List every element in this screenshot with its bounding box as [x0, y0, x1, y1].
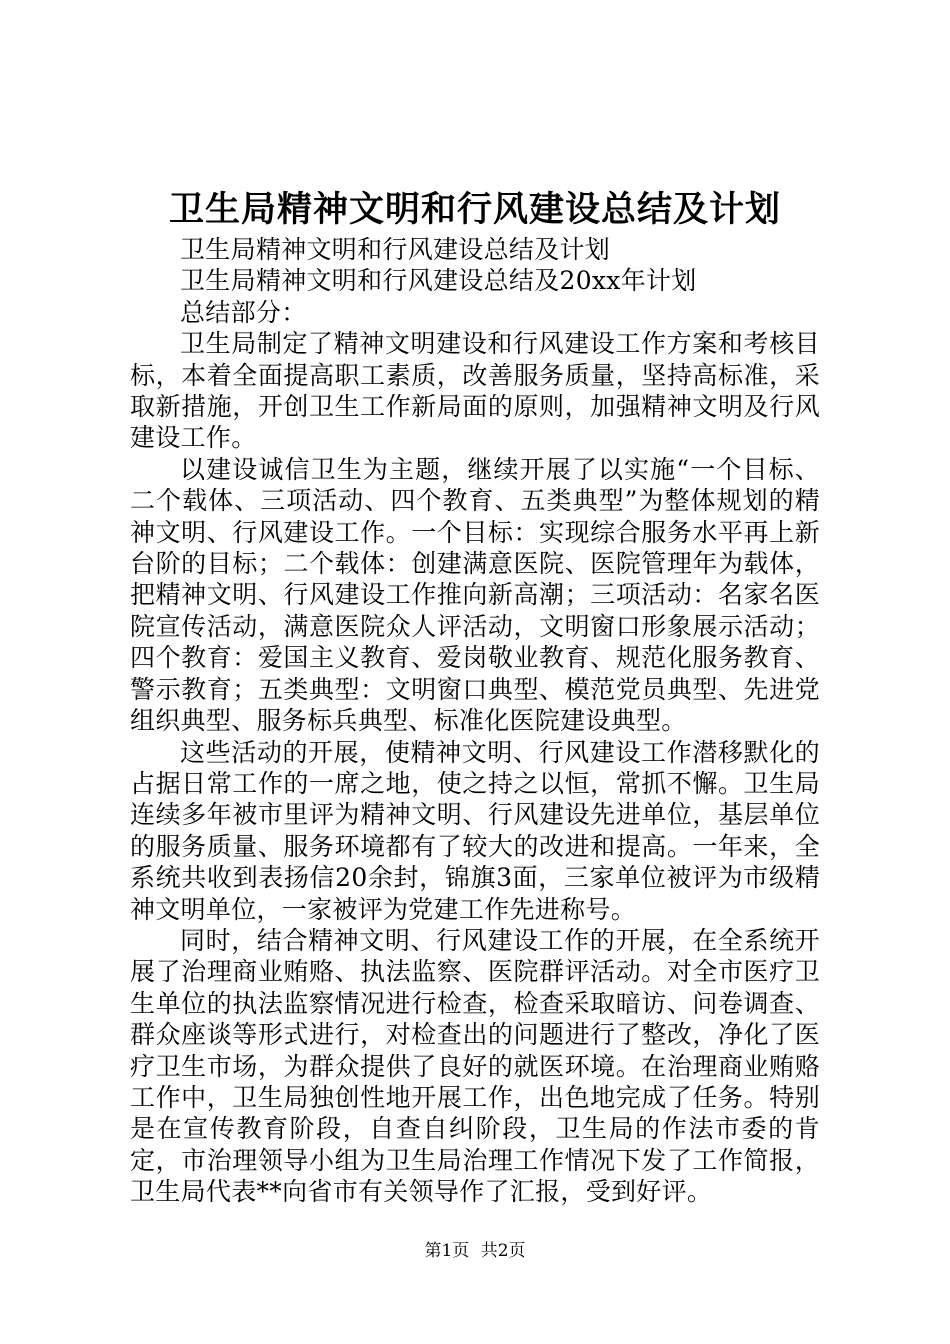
- page-number: 第1页: [424, 1241, 470, 1261]
- body-paragraph: 这些活动的开展，使精神文明、行风建设工作潜移默化的占据日常工作的一席之地，使之持之以恒，常抓不懈。卫生局连续多年被市里评为精神文明、行风建设先进单位，基层单位的服务质量、服务环境都有了较大的改进和提高。一年来，全系统共收到表扬信20余封，锦旗3面，三家单位被评为市级精神文明单位，一家被评为党建工作先进称号。: [130, 737, 820, 924]
- page-footer: [0, 1240, 950, 1262]
- section-heading: 总结部分：: [180, 297, 307, 327]
- subtitle-paragraph: 卫生局精神文明和行风建设总结及计划: [180, 235, 611, 264]
- subtitle-paragraph: 卫生局精神文明和行风建设总结及20xx年计划: [180, 266, 697, 296]
- document-title: 卫生局精神文明和行风建设总结及计划: [168, 190, 781, 230]
- body-paragraph: 以建设诚信卫生为主题，继续开展了以实施“一个目标、二个载体、三项活动、四个教育、五类典型”为整体规划的精神文明、行风建设工作。一个目标：实现综合服务水平再上新台阶的目标；二个载体：创建满意医院、医院管理年为载体，把精神文明、行风建设工作推向新高潮；三项活动：名家名医院宣传活动，满意医院众人评活动，文明窗口形象展示活动；四个教育：爱国主义教育、爱岗敬业教育、规范化服务教育、警示教育；五类典型：文明窗口典型、模范党员典型、先进党组织典型、服务标兵典型、标准化医院建设典型。: [130, 454, 820, 736]
- body-paragraph: 卫生局制定了精神文明建设和行风建设工作方案和考核目标，本着全面提高职工素质，改善服务质量，坚持高标准，采取新措施，开创卫生工作新局面的原则，加强精神文明及行风建设工作。: [130, 329, 820, 453]
- page-total: 共2页: [480, 1241, 526, 1261]
- body-paragraph: 同时，结合精神文明、行风建设工作的开展，在全系统开展了治理商业贿赂、执法监察、医院群评活动。对全市医疗卫生单位的执法监察情况进行检查，检查采取暗访、问卷调查、群众座谈等形式进行，对检查出的问题进行了整改，净化了医疗卫生市场，为群众提供了良好的就医环境。在治理商业贿赂工作中，卫生局独创性地开展工作，出色地完成了任务。特别是在宣传教育阶段，自查自纠阶段，卫生局的作法市委的肯定，市治理领导小组为卫生局治理工作情况下发了工作简报，卫生局代表**向省市有关领导作了汇报，受到好评。: [130, 925, 820, 1207]
- document-body: [130, 234, 820, 1208]
